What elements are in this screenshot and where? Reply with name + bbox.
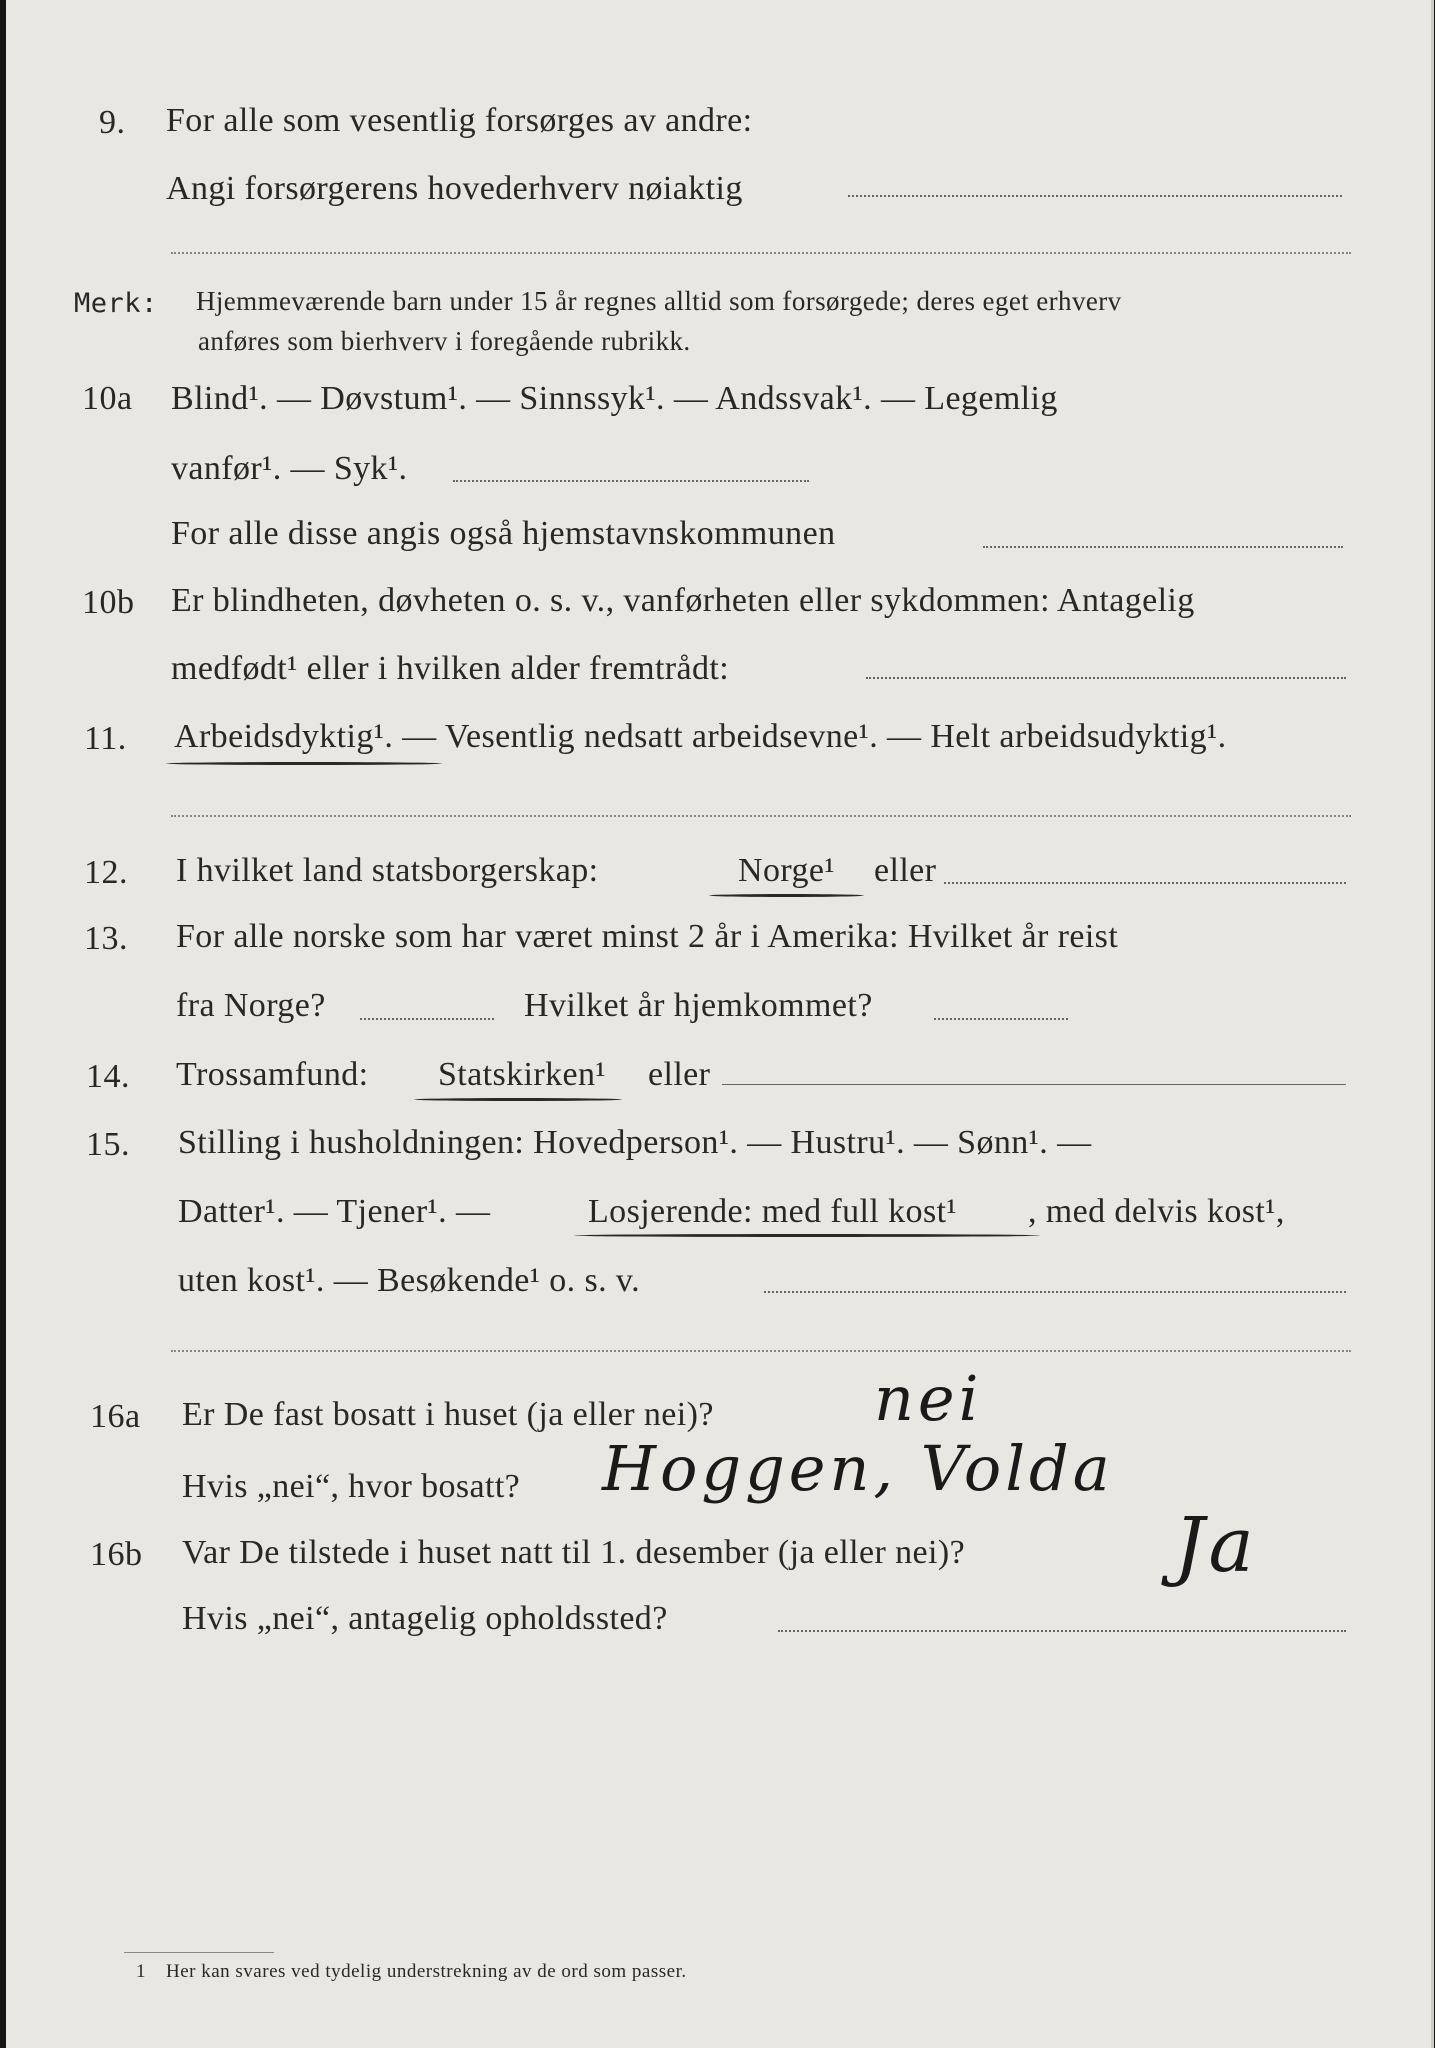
- q10a-line3: For alle disse angis også hjemstavnskommunen: [171, 515, 836, 552]
- q15-separator: [171, 1350, 1351, 1352]
- q11-number: 11.: [84, 720, 127, 757]
- q16b-answer-line[interactable]: [778, 1630, 1346, 1632]
- q9-separator: [171, 252, 1351, 254]
- q13-line1: For alle norske som har været minst 2 år i Amerika: Hvilket år reist: [176, 918, 1119, 955]
- q12-answer-line[interactable]: [944, 882, 1346, 884]
- q10b-line1: Er blindheten, døvheten o. s. v., vanførheten eller sykdommen: Antagelig: [171, 582, 1195, 619]
- q10a-line2: vanfør¹. — Syk¹.: [171, 450, 408, 487]
- q12-line1-prefix: I hvilket land statsborgerskap:: [176, 852, 599, 889]
- merk-line1: Hjemmeværende barn under 15 år regnes alltid som forsørgede; deres eget erhverv: [196, 286, 1122, 316]
- q14-line1-prefix: Trossamfund:: [176, 1056, 369, 1093]
- q16a-handwritten-answer1: nei: [874, 1362, 983, 1435]
- q13-line2-b: Hvilket år hjemkommet?: [524, 987, 873, 1024]
- q10b-line2: medfødt¹ eller i hvilken alder fremtrådt:: [171, 650, 730, 687]
- q11-line1: Arbeidsdyktig¹. — Vesentlig nedsatt arbeidsevne¹. — Helt arbeidsudyktig¹.: [174, 718, 1227, 755]
- q11-handwritten-underline: [166, 762, 442, 765]
- q13-hjemkommet-line[interactable]: [934, 1018, 1068, 1020]
- q9-number: 9.: [99, 104, 126, 141]
- q16b-line2: Hvis „nei“, antagelig opholdssted?: [182, 1600, 668, 1637]
- q14-eller: eller: [648, 1056, 711, 1093]
- q10a-number: 10a: [82, 380, 133, 417]
- q16a-number: 16a: [90, 1398, 141, 1435]
- footnote-rule: [124, 1952, 274, 1953]
- q10b-number: 10b: [82, 584, 135, 621]
- q14-number: 14.: [86, 1058, 130, 1095]
- footnote-text: Her kan svares ved tydelig understrekning av de ord som passer.: [166, 1961, 687, 1982]
- q15-line3: uten kost¹. — Besøkende¹ o. s. v.: [178, 1262, 641, 1299]
- q16b-number: 16b: [90, 1536, 143, 1573]
- q15-handwritten-underline: [574, 1234, 1040, 1237]
- q9-answer-line[interactable]: [848, 195, 1342, 197]
- q12-eller: eller: [874, 852, 937, 889]
- q13-reist-line[interactable]: [360, 1018, 494, 1020]
- q10a-hjemstavn-line[interactable]: [983, 546, 1343, 548]
- q10a-line1: Blind¹. — Døvstum¹. — Sinnssyk¹. — Andssvak¹. — Legemlig: [171, 380, 1058, 417]
- q16b-handwritten-answer1: Ja: [1174, 1500, 1258, 1589]
- q10a-syk-line[interactable]: [453, 480, 809, 482]
- footnote-marker: 1: [136, 1961, 146, 1982]
- q16a-line2: Hvis „nei“, hvor bosatt?: [182, 1468, 521, 1505]
- merk-line2: anføres som bierhverv i foregående rubrikk.: [198, 326, 691, 356]
- q15-line1: Stilling i husholdningen: Hovedperson¹. — Hustru¹. — Sønn¹. —: [178, 1124, 1092, 1161]
- q9-line1: For alle som vesentlig forsørges av andre:: [166, 102, 753, 139]
- q12-number: 12.: [84, 854, 128, 891]
- q14-statskirken-option: Statskirken¹: [438, 1056, 606, 1093]
- q13-line2-a: fra Norge?: [176, 987, 326, 1024]
- q16a-line1: Er De fast bosatt i huset (ja eller nei)?: [182, 1396, 714, 1433]
- census-form-page: [6, 0, 1434, 2048]
- q10b-answer-line[interactable]: [866, 677, 1346, 679]
- q14-answer-line[interactable]: [722, 1084, 1346, 1085]
- q13-number: 13.: [84, 920, 128, 957]
- q12-norge-option: Norge¹: [738, 852, 835, 889]
- q15-line2-a: Datter¹. — Tjener¹. —: [178, 1193, 491, 1230]
- q14-handwritten-underline: [414, 1098, 622, 1101]
- q9-line2: Angi forsørgerens hovederhverv nøiaktig: [166, 170, 743, 207]
- q12-handwritten-underline: [709, 894, 864, 897]
- q15-losjerende-option: Losjerende: med full kost¹: [588, 1193, 958, 1230]
- q15-number: 15.: [86, 1126, 130, 1163]
- q15-answer-line[interactable]: [764, 1291, 1346, 1293]
- q15-line2-c: , med delvis kost¹,: [1028, 1193, 1285, 1230]
- q11-separator: [171, 815, 1351, 817]
- q16a-handwritten-answer2: Hoggen, Volda: [602, 1432, 1114, 1505]
- merk-label: Merk:: [74, 288, 158, 319]
- q16b-line1: Var De tilstede i huset natt til 1. desember (ja eller nei)?: [182, 1534, 966, 1571]
